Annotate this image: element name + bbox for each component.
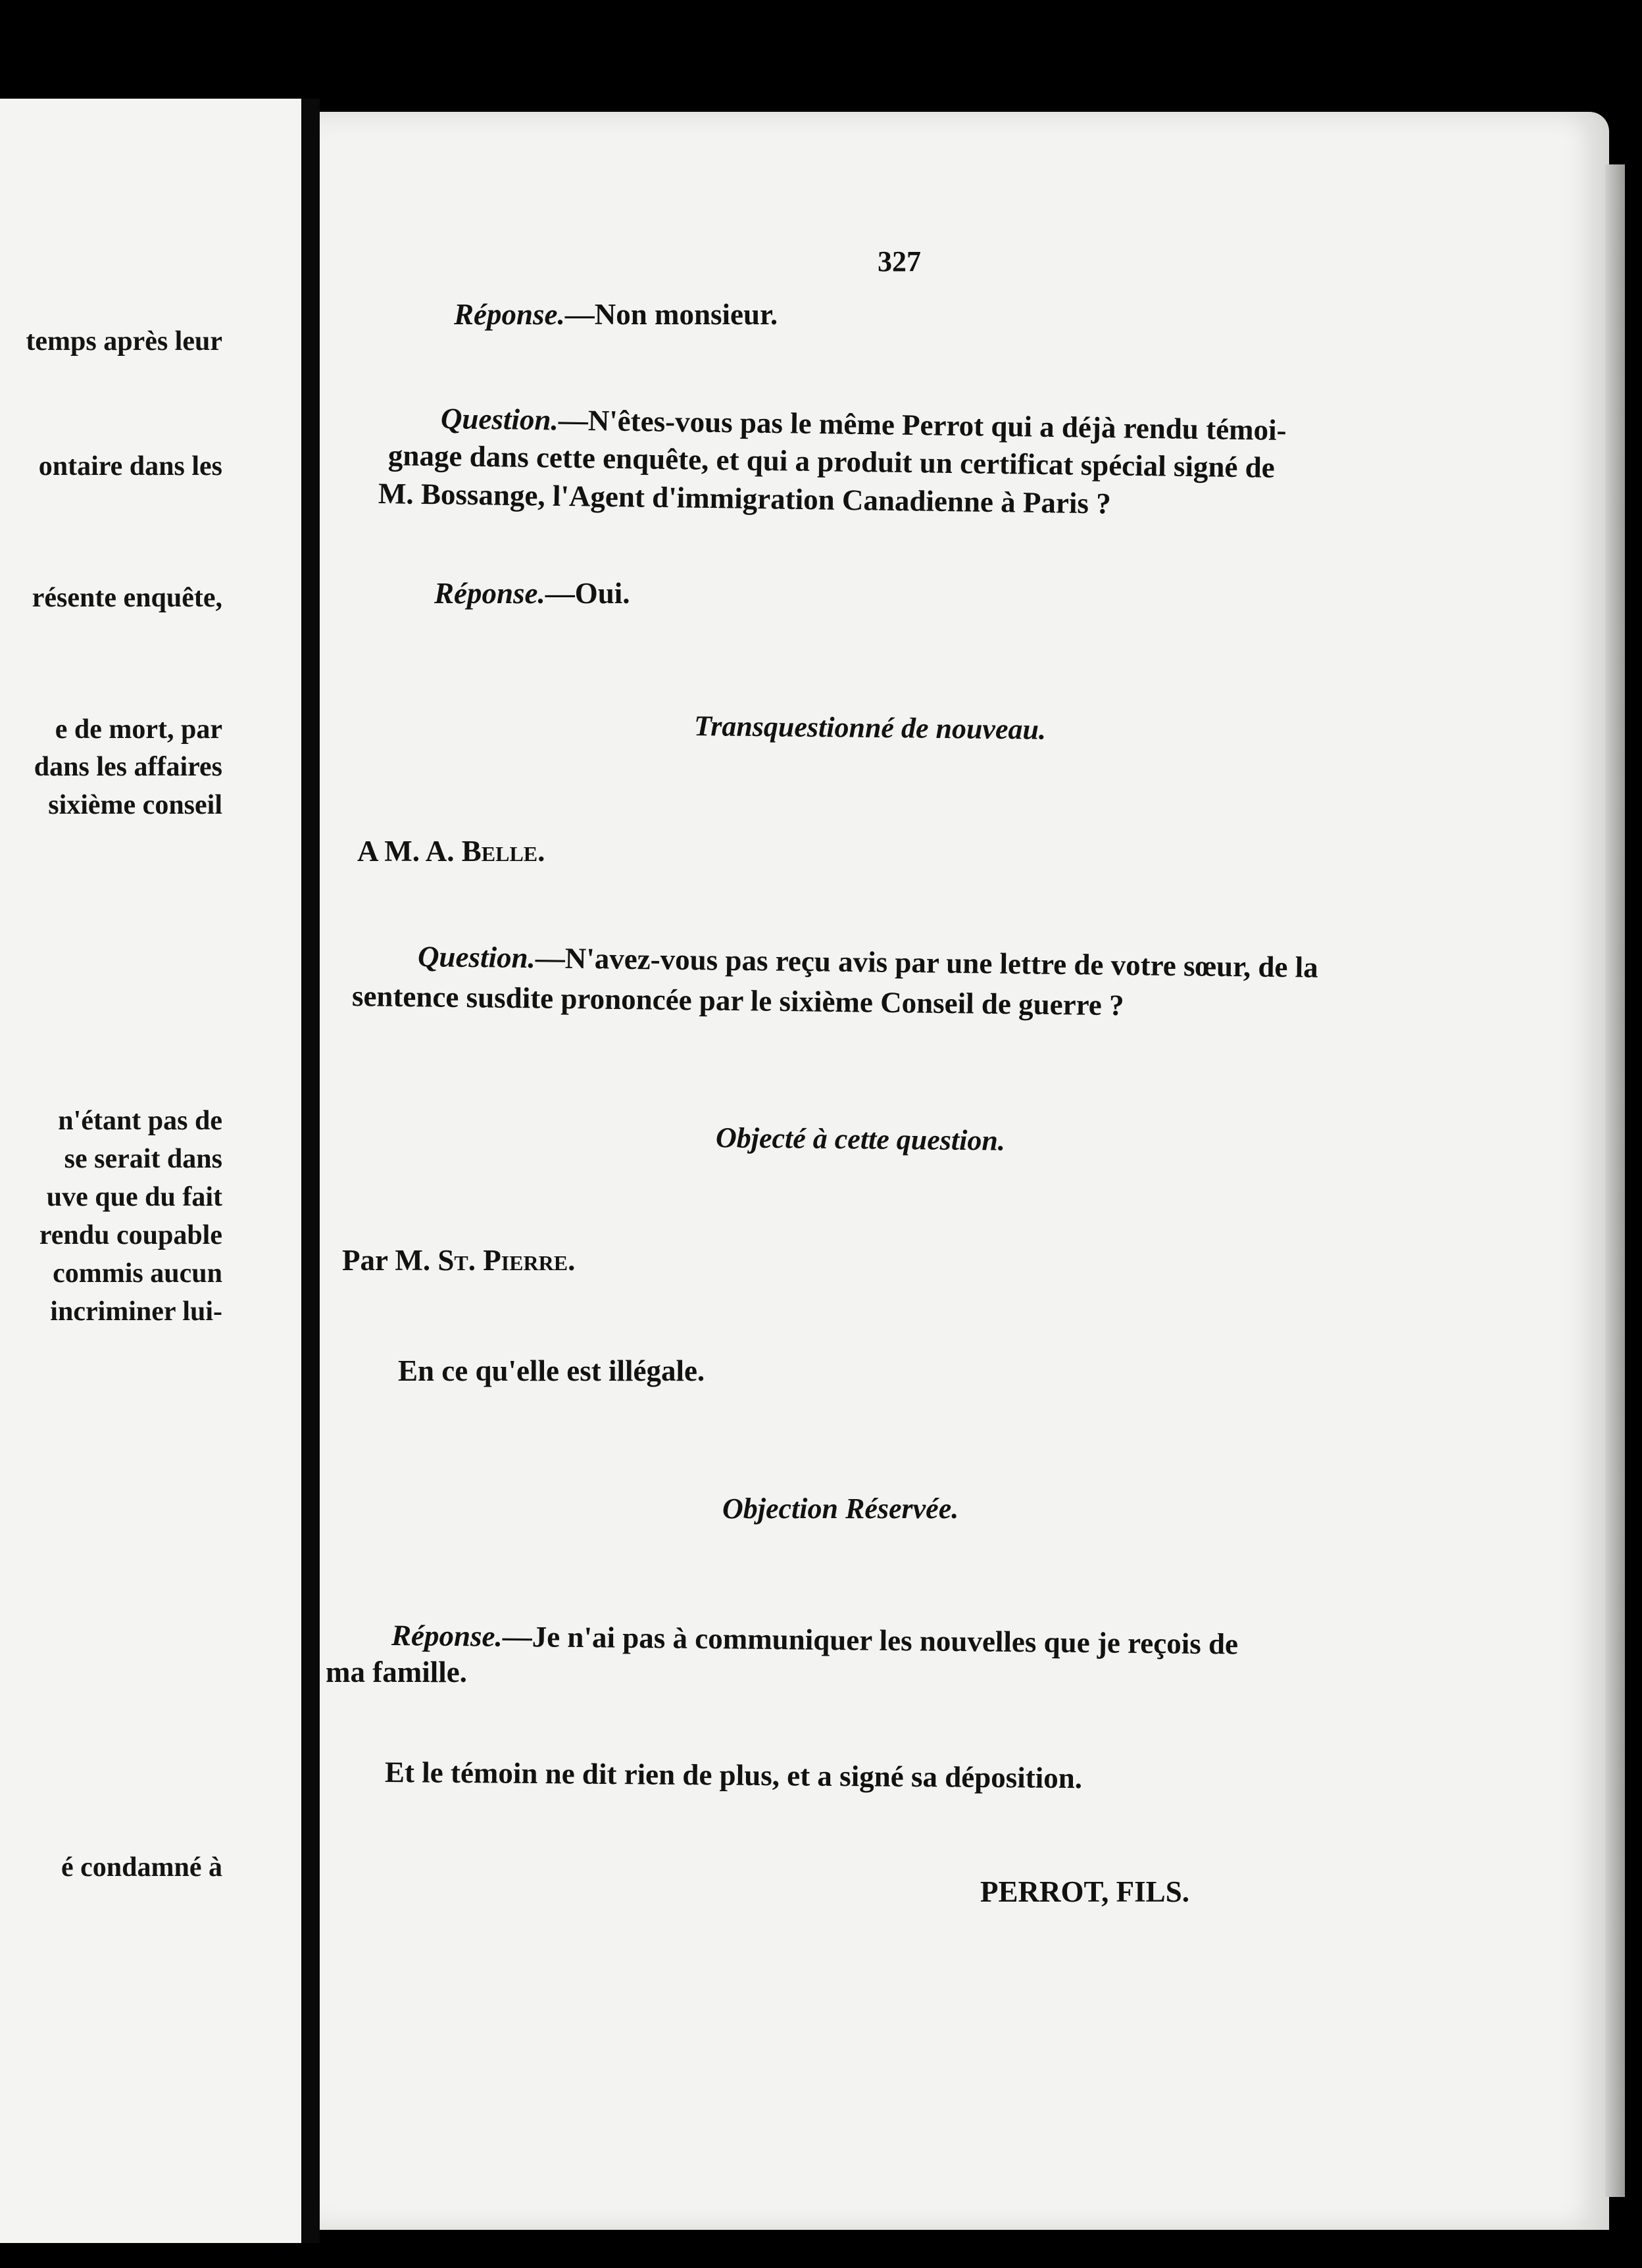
page-edge: [1605, 164, 1625, 2197]
left-fragment: uve que du fait: [46, 1182, 222, 1212]
closing-statement: Et le témoin ne dit rien de plus, et a signé sa déposition.: [384, 1756, 1083, 1795]
signature: PERROT, FILS.: [980, 1875, 1189, 1908]
section-heading-3: Objection Réservée.: [722, 1492, 959, 1525]
question-1-line-2: gnage dans cette enquête, et qui a produit un certificat spécial signé de: [387, 439, 1276, 484]
question-2-line-2: sentence susdite prononcée par le sixième Conseil de guerre ?: [351, 979, 1124, 1022]
examiner-1: [357, 834, 545, 868]
left-fragment: temps après leur: [26, 326, 222, 357]
question-1-line-3: M. Bossange, l'Agent d'immigration Canadienne à Paris ?: [378, 477, 1112, 520]
left-fragment: incriminer lui-: [50, 1296, 222, 1327]
answer-text: —Non monsieur.: [564, 298, 778, 331]
examiner-2: [342, 1243, 575, 1277]
answer-label: Réponse.: [434, 577, 545, 610]
left-fragment: résente enquête,: [32, 583, 222, 613]
answer-2: [434, 576, 630, 610]
answer-text: —Oui.: [545, 577, 630, 610]
section-heading-2: Objecté à cette question.: [715, 1122, 1006, 1157]
left-fragment: se serait dans: [64, 1144, 222, 1174]
left-fragment: n'étant pas de: [58, 1106, 222, 1136]
examiner-prefix: Par M.: [342, 1244, 431, 1277]
examiner-name: Belle.: [461, 835, 545, 868]
answer-text: —Je n'ai pas à communiquer les nouvelles que je reçois de: [502, 1619, 1239, 1661]
objection-text: En ce qu'elle est illégale.: [398, 1354, 705, 1387]
question-label: Question.: [417, 940, 536, 975]
section-heading-1: Transquestionné de nouveau.: [693, 710, 1047, 746]
question-text: —N'avez-vous pas reçu avis par une lettre de votre sœur, de la: [535, 941, 1318, 984]
page-number: 327: [878, 245, 921, 278]
left-fragment: é condamné à: [61, 1852, 222, 1883]
answer-label: Réponse.: [454, 298, 565, 331]
examiner-name: St. Pierre.: [437, 1244, 576, 1277]
left-fragment: rendu coupable: [39, 1220, 222, 1250]
examiner-prefix: A M. A.: [357, 835, 455, 868]
left-fragment: e de mort, par: [55, 714, 222, 745]
answer-1: [454, 297, 778, 332]
question-label: Question.: [440, 402, 559, 437]
question-text: —N'êtes-vous pas le même Perrot qui a déjà rendu témoi-: [558, 403, 1287, 447]
left-page: [0, 99, 303, 2243]
answer-3-line-2: ma famille.: [326, 1656, 467, 1689]
page-gutter: [301, 99, 320, 2243]
left-fragment: sixième conseil: [48, 790, 222, 820]
left-fragment: dans les affaires: [34, 752, 222, 782]
answer-label: Réponse.: [391, 1619, 503, 1653]
left-fragment: ontaire dans les: [38, 451, 222, 481]
left-fragment: commis aucun: [53, 1258, 222, 1289]
